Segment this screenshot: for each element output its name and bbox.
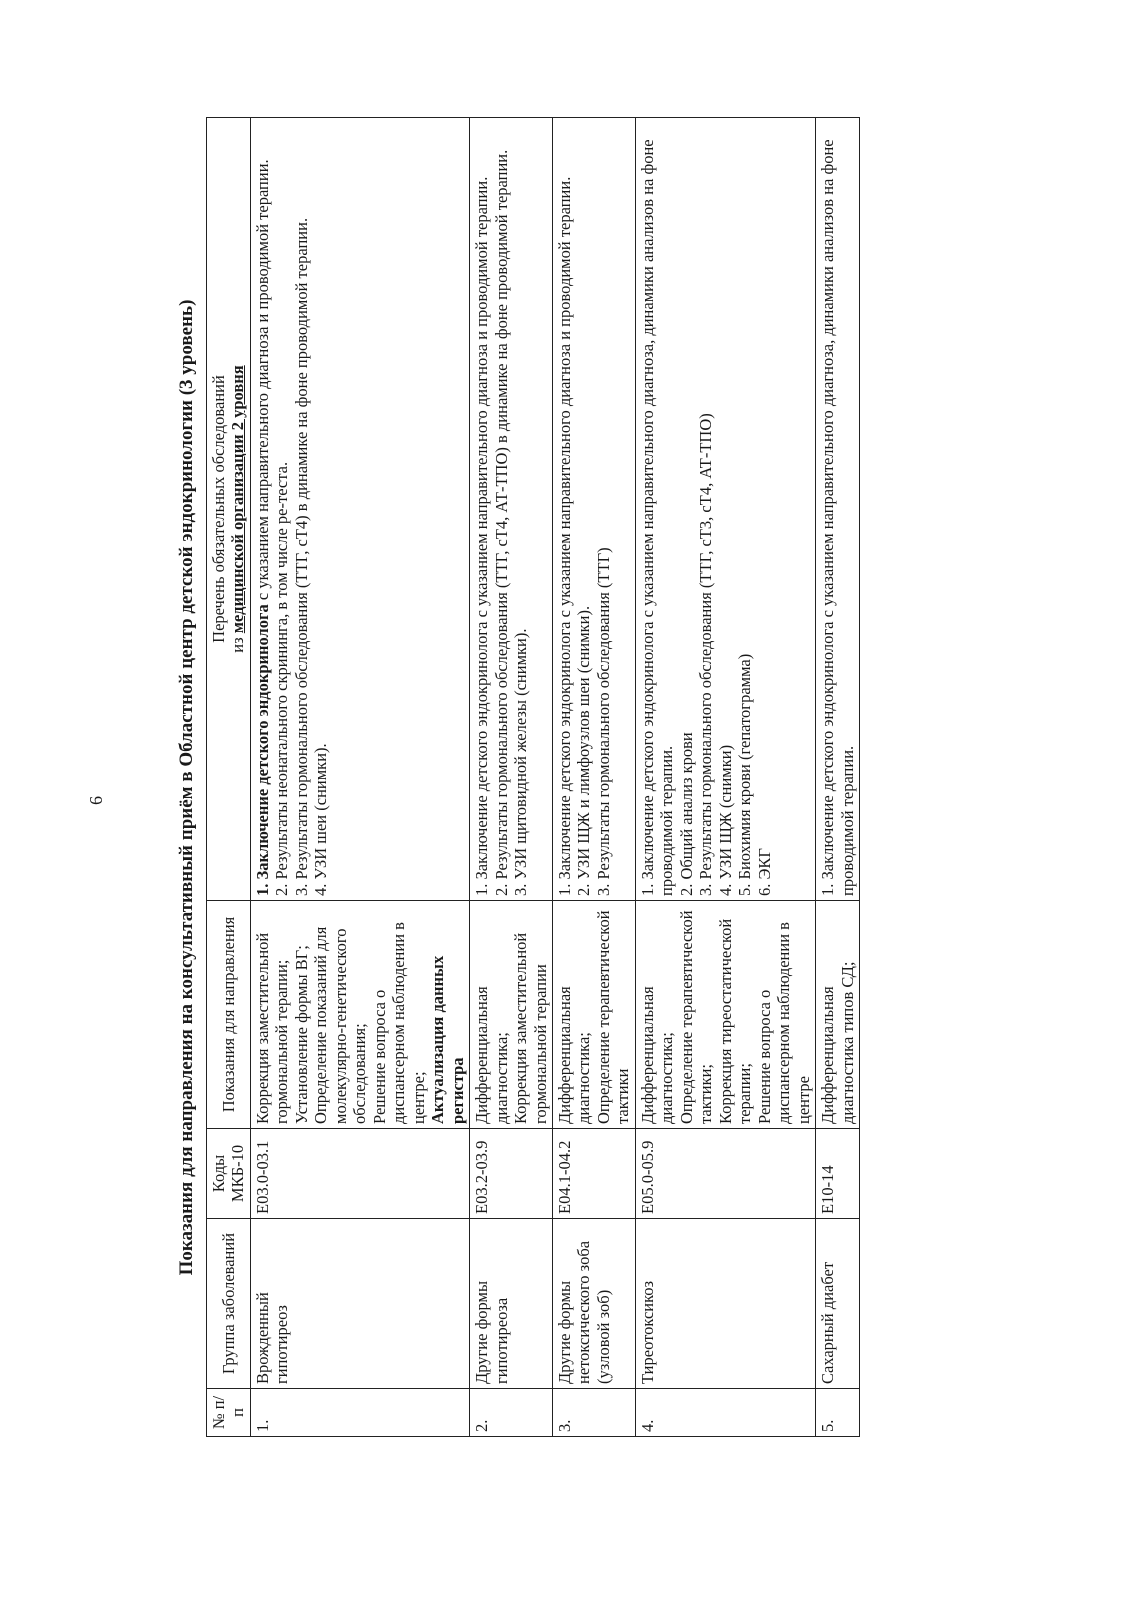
exam-item-text: 3. Результаты гормонального обследования (ТТГ, сТ4) в динамике на фоне проводимой терапии. bbox=[291, 217, 311, 896]
table-row bbox=[250, 118, 469, 1437]
referral-indications bbox=[635, 901, 815, 1129]
exam-item-text: с указанием направительного диагноза и проводимой терапии. bbox=[252, 159, 272, 605]
indication-line: Дифференциальная диагностика; bbox=[472, 986, 511, 1124]
page-number: 6 bbox=[86, 796, 106, 805]
exam-item-text: 3. Результаты гормонального обследования (ТТГ, сТ3, сТ4, АТ-ТПО) bbox=[696, 413, 716, 896]
indication-line: Определение терапевтической тактики bbox=[593, 910, 633, 1124]
icd-codes: E03.2-03.9 bbox=[470, 1129, 553, 1219]
exam-item-text: 1. Заключение детского эндокринолога с указанием направительного диагноза, динамики анализов на фоне проводимой терапии. bbox=[818, 139, 857, 896]
indication-line: Дифференциальная диагностика; bbox=[637, 986, 677, 1124]
disease-group: Врожденный гипотиреоз bbox=[250, 1219, 469, 1389]
disease-group: Другие формы гипотиреоза bbox=[470, 1219, 553, 1389]
disease-group: Сахарный диабет bbox=[816, 1219, 860, 1389]
required-exams bbox=[635, 118, 815, 901]
exam-item bbox=[311, 122, 330, 896]
referral-indications bbox=[816, 901, 860, 1129]
row-number: 4. bbox=[635, 1389, 815, 1437]
exam-item-text: 3. Результаты гормонального обследования (ТТГ) bbox=[593, 547, 613, 896]
indication-line: Коррекция заместительной гормональной терапии bbox=[511, 932, 550, 1124]
exam-item bbox=[818, 122, 857, 896]
icd-codes: E05.0-05.9 bbox=[635, 1129, 815, 1219]
exam-item bbox=[574, 122, 593, 896]
exam-item bbox=[555, 122, 574, 896]
exam-item-text: 4. УЗИ ЩЖ (снимки) bbox=[715, 744, 735, 896]
referral-indications bbox=[552, 901, 635, 1129]
indication-line: Определение терапевтической тактики; bbox=[676, 910, 716, 1124]
document-title: Показания для направления на консультативный приём в Областной центр детской эндокринологии (3 уровень) bbox=[176, 299, 197, 1276]
required-exams bbox=[816, 118, 860, 901]
indication-line: Определение показаний для молекулярно-генетического обследования; bbox=[311, 926, 370, 1124]
indication-line-bold: Актуализация данных регистра bbox=[428, 955, 467, 1124]
exam-item bbox=[511, 122, 530, 896]
required-exams bbox=[250, 118, 469, 901]
exam-item-bold: 1. Заключение детского эндокринолога bbox=[252, 604, 272, 896]
header-codes: Коды МКБ-10 bbox=[207, 1129, 251, 1219]
exam-item bbox=[735, 122, 754, 896]
indication-line: Коррекция заместительной гормональной терапии; bbox=[252, 932, 292, 1124]
exam-item bbox=[696, 122, 715, 896]
exam-item bbox=[638, 122, 677, 896]
table-row bbox=[552, 118, 635, 1437]
exam-item bbox=[492, 122, 511, 896]
exam-item bbox=[292, 122, 311, 896]
exam-item-text: 5. Биохимия крови (гепатограмма) bbox=[735, 653, 755, 896]
required-exams bbox=[552, 118, 635, 901]
indication-line: Дифференциальная диагностика типов СД; bbox=[818, 961, 857, 1124]
table-row bbox=[635, 118, 815, 1437]
row-number: 1. bbox=[250, 1389, 469, 1437]
exam-item-text: 4. УЗИ шеи (снимки). bbox=[311, 743, 331, 896]
exam-item-text: 2. Результаты неонатального скрининга, в том числе ре-теста. bbox=[272, 461, 292, 896]
table-row bbox=[470, 118, 553, 1437]
header-exams-prefix: из bbox=[228, 633, 248, 653]
exam-item bbox=[594, 122, 613, 896]
table-body bbox=[250, 118, 859, 1437]
indication-line: Установление формы ВГ; bbox=[291, 945, 311, 1124]
indications-table bbox=[206, 117, 860, 1437]
header-exams-line1: Перечень обязательных обследований bbox=[209, 375, 228, 643]
icd-codes: E03.0-03.1 bbox=[250, 1129, 469, 1219]
table-row bbox=[816, 118, 860, 1437]
row-number: 2. bbox=[470, 1389, 553, 1437]
referral-indications bbox=[250, 901, 469, 1129]
exam-item-text: 3. УЗИ щитовидной железы (снимки). bbox=[511, 628, 531, 896]
exam-item-text: 6. ЭКГ bbox=[754, 848, 774, 896]
indication-line: Дифференциальная диагностика; bbox=[554, 986, 594, 1124]
exam-item-text: 1. Заключение детского эндокринолога с указанием направительного диагноза и проводимой терапии. bbox=[554, 176, 574, 896]
exam-item bbox=[472, 122, 491, 896]
exam-item-text: 1. Заключение детского эндокринолога с указанием направительного диагноза и проводимой терапии. bbox=[472, 176, 492, 896]
referral-indications bbox=[470, 901, 553, 1129]
table-header-row bbox=[207, 118, 251, 1437]
header-indications: Показания для направления bbox=[207, 901, 251, 1129]
header-exams-bold: медицинской организации 2 уровня bbox=[228, 365, 248, 634]
header-group: Группа заболеваний bbox=[207, 1219, 251, 1389]
indication-line: Решение вопроса о диспансерном наблюдении в центре; bbox=[369, 922, 428, 1124]
disease-group: Другие формы нетоксического зоба (узловой зоб) bbox=[552, 1219, 635, 1389]
header-exams bbox=[207, 118, 251, 901]
row-number: 5. bbox=[816, 1389, 860, 1437]
exam-item-text: 2. Общий анализ крови bbox=[676, 732, 696, 896]
indication-line: Коррекция тиреостатической терапии; bbox=[715, 918, 755, 1124]
exam-item bbox=[716, 122, 735, 896]
exam-item bbox=[755, 122, 774, 896]
exam-item-text: 2. УЗИ ЩЖ и лимфоузлов шеи (снимки). bbox=[574, 605, 594, 896]
exam-item-text: 2. Результаты гормонального обследования (ТТГ, сТ4, АТ-ТПО) в динамике на фоне проводимой терапии. bbox=[491, 149, 511, 896]
required-exams bbox=[470, 118, 553, 901]
row-number: 3. bbox=[552, 1389, 635, 1437]
exam-item-text: 1. Заключение детского эндокринолога с указанием направительного диагноза, динамики анализов на фоне проводимой терапии. bbox=[637, 139, 677, 896]
exam-item bbox=[253, 122, 272, 896]
exam-item bbox=[677, 122, 696, 896]
icd-codes: E10-14 bbox=[816, 1129, 860, 1219]
indication-line: Решение вопроса о диспансерном наблюдении в центре bbox=[754, 922, 813, 1124]
icd-codes: E04.1-04.2 bbox=[552, 1129, 635, 1219]
header-num: № п/п bbox=[207, 1389, 251, 1437]
exam-item bbox=[272, 122, 291, 896]
rotated-page-content bbox=[168, 90, 1013, 1485]
disease-group: Тиреотоксикоз bbox=[635, 1219, 815, 1389]
